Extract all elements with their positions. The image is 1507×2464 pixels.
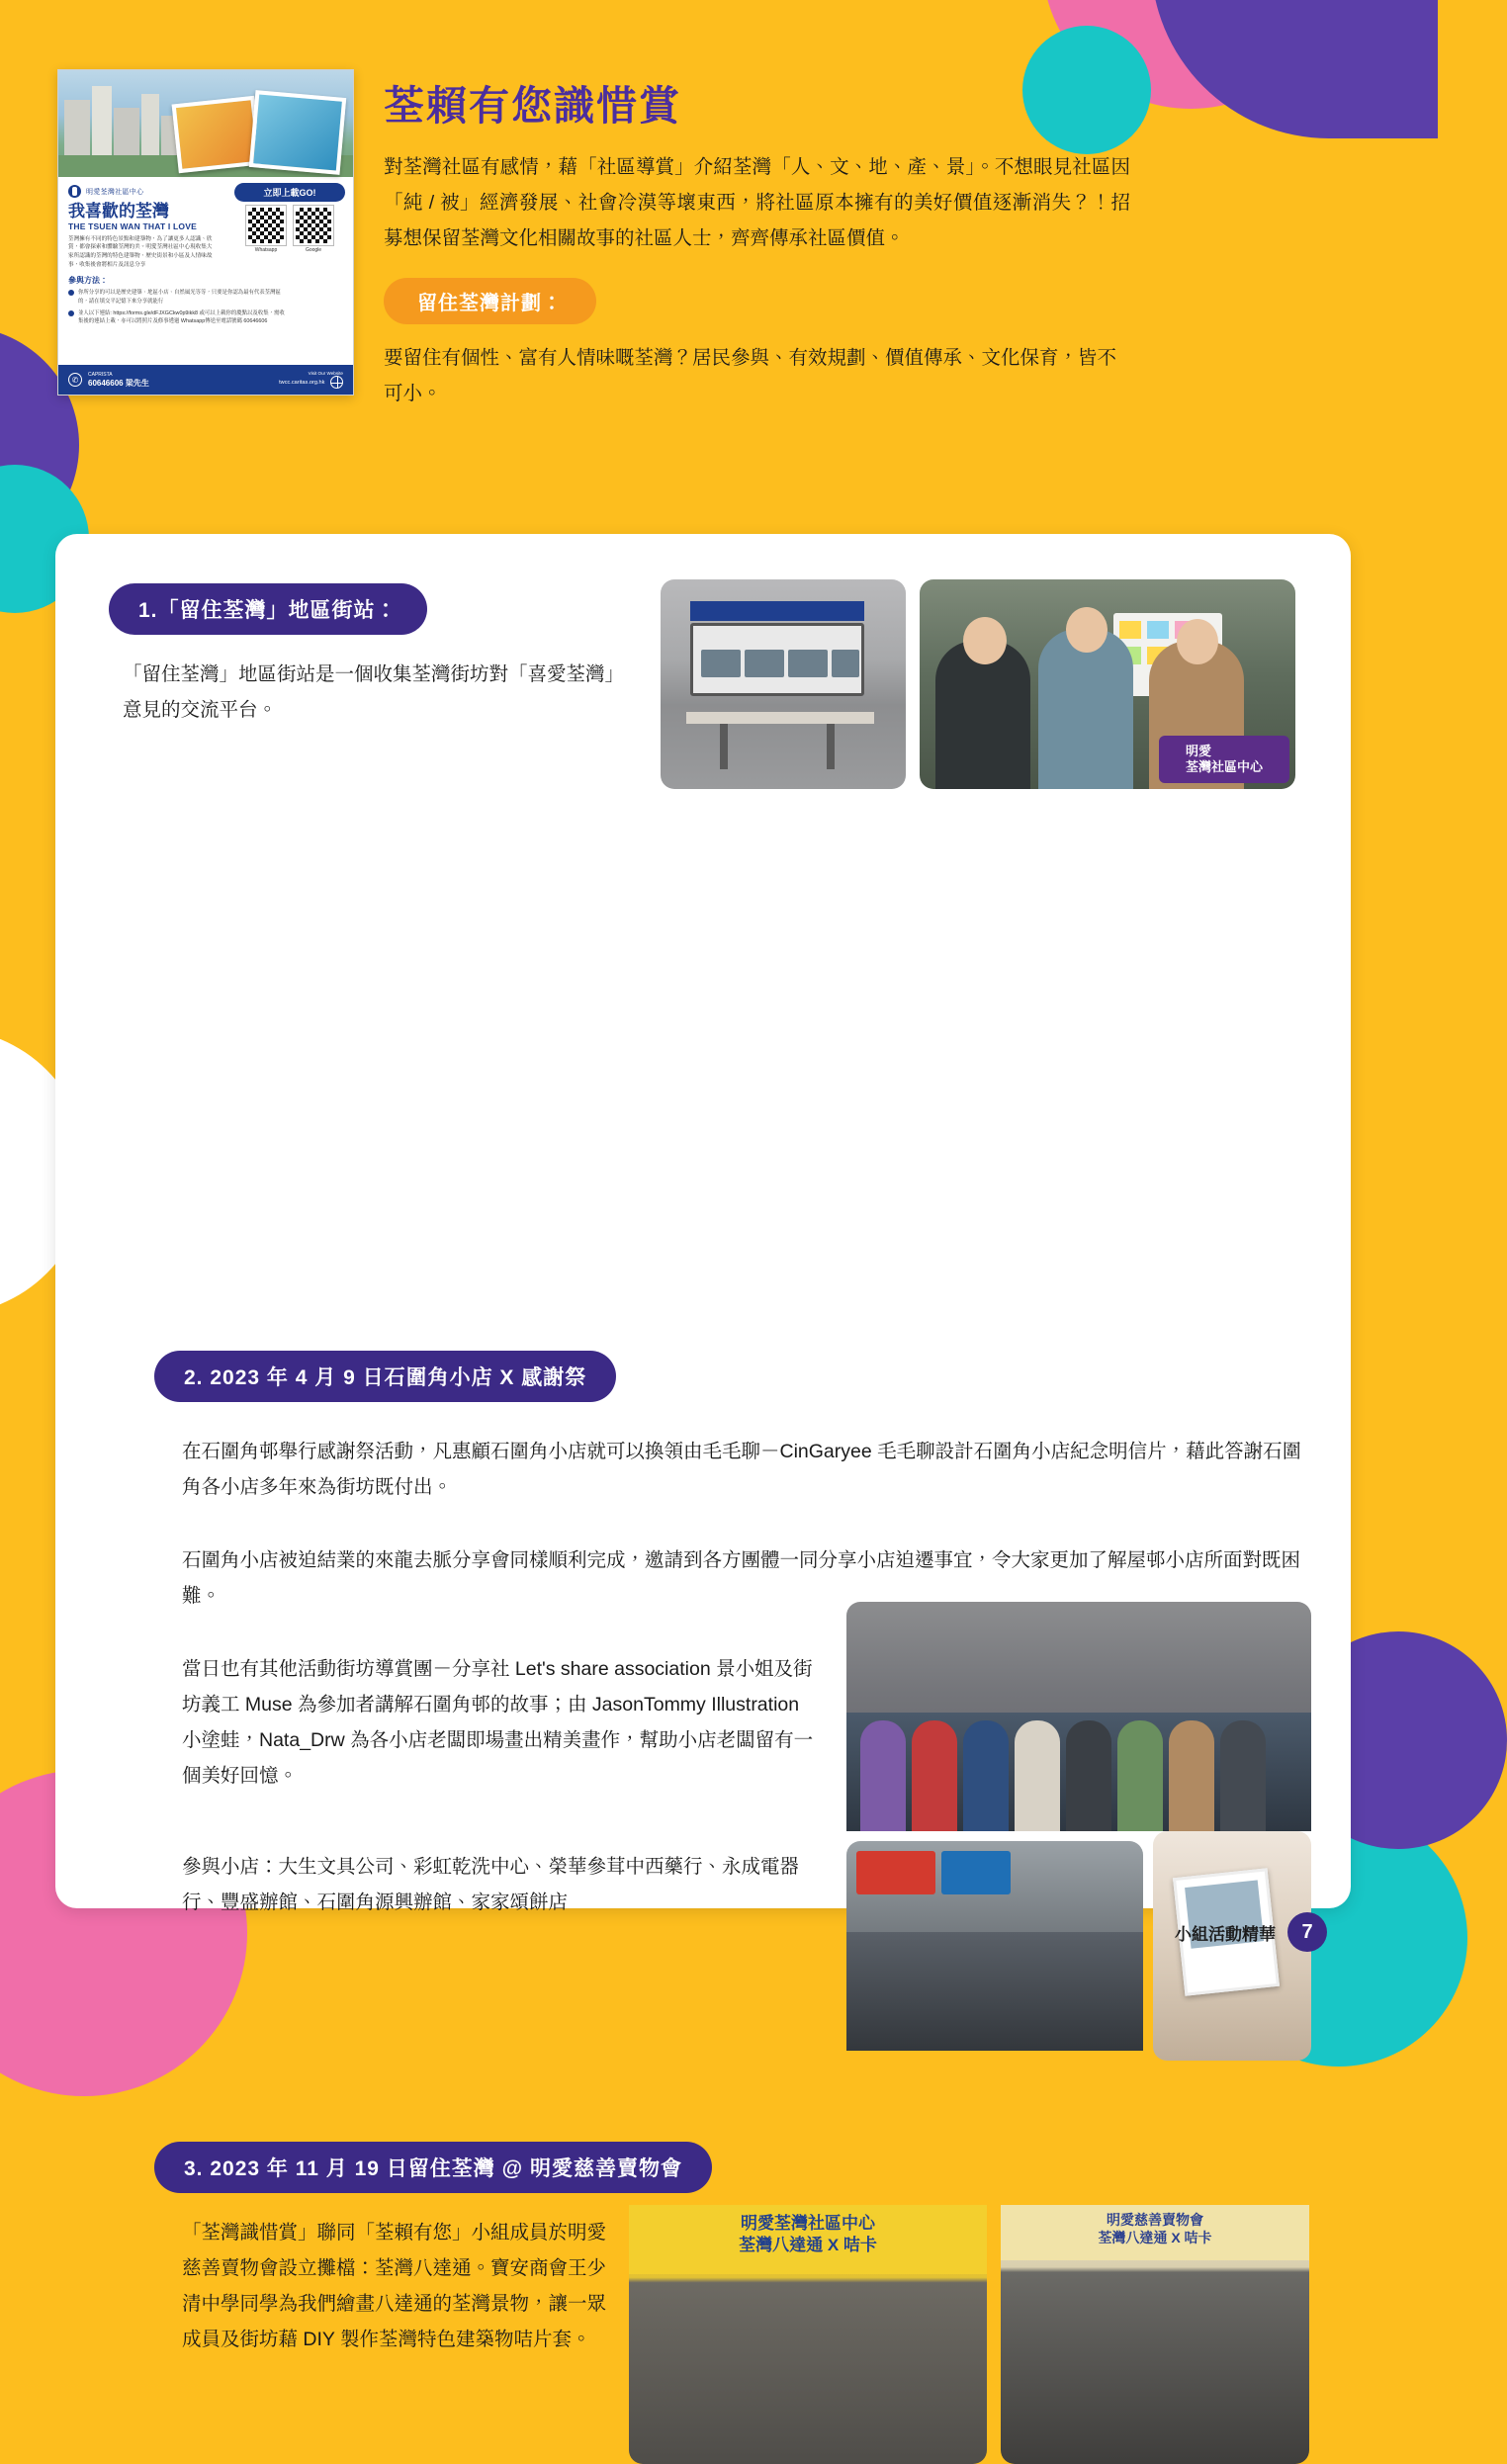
poster-title-en: THE TSUEN WAN THAT I LOVE: [68, 220, 197, 231]
section-2-paragraph-4: 參與小店：大生文具公司、彩虹乾洗中心、榮華參茸中西藥行、永成電器行、豐盛辦館、石圍角源興辦館、家家頌餅店: [182, 1856, 800, 1914]
plan-paragraph: 要留住有個性、富有人情味嘅荃灣？居民參與、有效規劃、價值傳承、文化保育，皆不可小。: [384, 347, 1117, 405]
photo-banner-octopus-1: 明愛荃灣社區中心 荃灣八達通 X 咭卡: [629, 2205, 987, 2274]
photo-street-booth: [661, 579, 906, 789]
poster-phone-number: 60646606 梁先生: [88, 378, 149, 388]
poster-intro: 荃灣擁有不同的特色景點和建築物，為了讓更多人認識、欣賞，都會探索和體驗荃灣的美。明愛荃灣社區中心現收集大家所認識的荃灣的特色建築物、歷史街景和小區及人情味故事，收集後會將相片及訊息分享: [68, 235, 213, 268]
poster-body: [58, 177, 353, 396]
poster-bullet-1: 你所分享的可以是歷史建築、地區小店、自然風光等等，只要是你認為最有代表荃灣區的，請在填交平記憶下來分享就能行: [78, 290, 281, 305]
page-footer: [1175, 1912, 1327, 1952]
photo-group-shot: [846, 1602, 1311, 1831]
phone-icon: ✆: [68, 373, 82, 387]
section-1-paragraph: 「留住荃灣」地區街站是一個收集荃灣街坊對「喜愛荃灣」意見的交流平台。: [123, 663, 615, 722]
section-1: [109, 583, 623, 728]
section-3-paragraph-1: 「荃灣識惜賞」聯同「荃賴有您」小組成員於明愛慈善賣物會設立攤檔：荃灣八達通。寶安商會王少清中學同學為我們繪畫八達通的荃灣景物，讓一眾成員及街坊藉 DIY 製作荃灣特色建築物咭片套。: [182, 2222, 607, 2351]
section-2-paragraph-2: 石圍角小店被迫結業的來龍去脈分享會同樣順利完成，邀請到各方團體一同分享小店迫遷事宜，令大家更加了解屋邨小店所面對既困難。: [182, 1549, 1301, 1608]
photo-banner-caritas: 明愛 荃灣社區中心: [1159, 736, 1289, 783]
poster-website[interactable]: twcc.caritas.org.hk: [279, 379, 325, 386]
section-1-title: 1.「留住荃灣」地區街站：: [109, 583, 427, 635]
bullet-dot-icon: [68, 290, 74, 296]
qr-whatsapp[interactable]: [246, 206, 286, 253]
poster-org-name: 明愛荃灣社區中心: [86, 188, 144, 196]
qr-google-label: Google: [305, 247, 322, 253]
photo-shop-tour: [846, 1841, 1143, 2051]
recruitment-poster: [57, 69, 354, 396]
globe-icon: [330, 376, 343, 389]
download-button[interactable]: 立即上載GO!: [234, 183, 345, 202]
photo-volunteers: [920, 579, 1295, 789]
poster-footer: [58, 365, 353, 395]
section-2-paragraph-1: 在石圍角邨舉行感謝祭活動，凡惠顧石圍角小店就可以換領由毛毛聊－CinGaryee 毛毛聊設計石圍角小店紀念明信片，藉此答謝石圍角各小店多年來為街坊既付出。: [182, 1441, 1302, 1499]
page-number: 7: [1287, 1912, 1327, 1952]
section-2-paragraph-3: 當日也有其他活動街坊導賞團－分享社 Let's share association 景小姐及街坊義工 Muse 為參加者講解石圍角邨的故事；由 JasonTommy Illustration 小塗蛙，Nata_Drw 為各小店老闆即場畫出精美畫作，幫助小店老闆留有一個美好回憶。: [182, 1658, 814, 1788]
bullet-dot-icon: [68, 310, 74, 316]
poster-join-heading: 參與方法：: [68, 276, 108, 286]
photo-bazaar-booth: [629, 2205, 987, 2464]
qr-code-icon: [246, 206, 286, 245]
poster-website-label: Visit Our Website: [308, 371, 343, 376]
section-3-title: 3. 2023 年 11 月 19 日留住荃灣 @ 明愛慈善賣物會: [154, 2142, 712, 2193]
qr-whatsapp-label: Whatsapp: [254, 247, 278, 253]
qr-google[interactable]: [294, 206, 333, 253]
poster-bullet-2: 並人以下連結: https://forms.gle/dFJXGCkw0p9ikk8 或可以上載你的慶點以及收集，需收集後的連結上載，亦可以將照片及修事透過 Whatsapp傳送至電話號碼 60646606: [78, 309, 285, 325]
photo-banner-octopus-2: 明愛慈善賣物會 荃灣八達通 X 咭卡: [1001, 2205, 1309, 2260]
top-section: [57, 69, 1369, 411]
page-title: 荃賴有您識惜賞: [384, 83, 681, 129]
lead-paragraph: 對荃灣社區有感情，藉「社區導賞」介紹荃灣「人、文、地、產、景」。不想眼見社區因「純 / 被」經濟發展、社會冷漠等壞東西，將社區原本擁有的美好價值逐漸消失？！招募想保留荃灣文化相關故事的社區人士，齊齊傳承社區價值。: [384, 156, 1130, 250]
poster-bullets: [68, 289, 286, 326]
caritas-logo-icon: [68, 185, 81, 198]
plan-pill: 留住荃灣計劃：: [384, 278, 596, 324]
intro-text-block: [384, 69, 1369, 411]
footer-label: 小組活動精華: [1175, 1924, 1276, 1944]
photo-bazaar-visitors: [1001, 2205, 1309, 2464]
poster-download-area: [234, 183, 345, 253]
section-2-title: 2. 2023 年 4 月 9 日石圍角小店 X 感謝祭: [154, 1351, 616, 1402]
poster-header-photo: [58, 70, 353, 177]
poster-phone-label: CAPRISTA: [88, 371, 113, 378]
poster-title-zh: 我喜歡的荃灣: [68, 202, 169, 220]
qr-code-icon: [294, 206, 333, 245]
